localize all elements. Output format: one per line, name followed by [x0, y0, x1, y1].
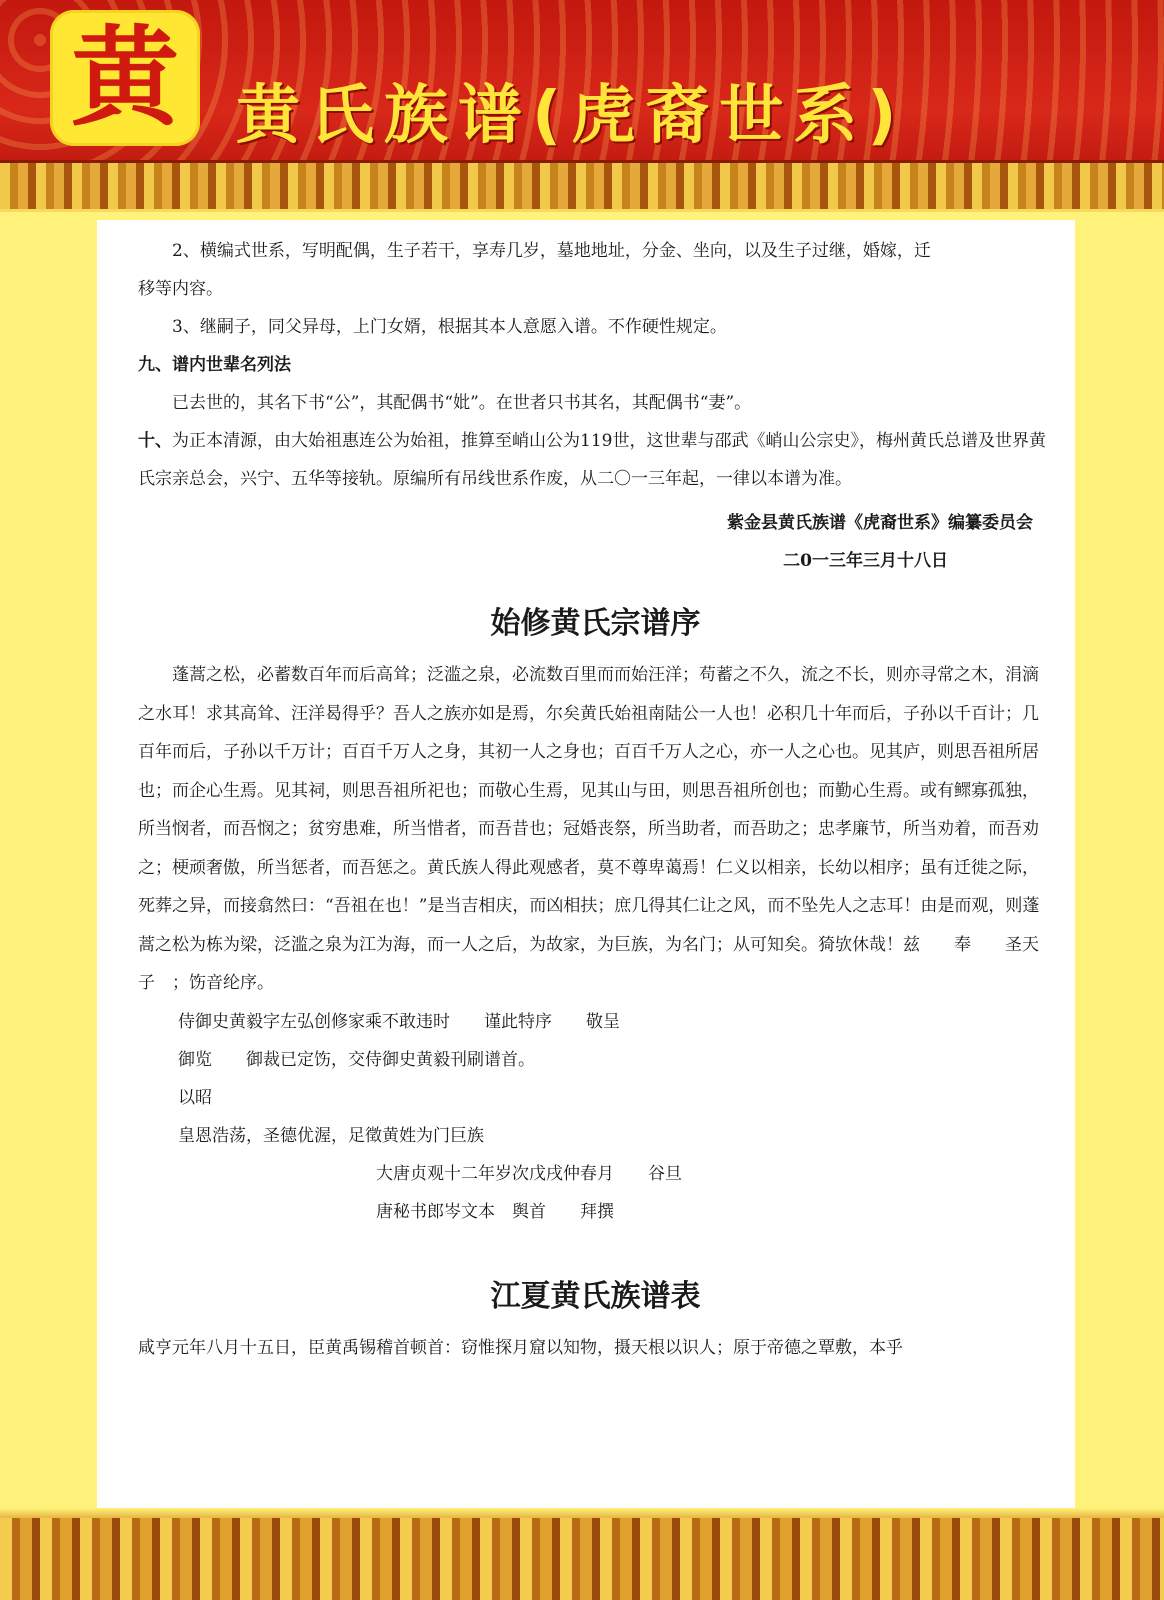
- preface-title: 始修黄氏宗谱序: [490, 606, 701, 641]
- document-body: [138, 232, 1053, 1367]
- heading-nine: 九、谱内世辈名列法: [138, 355, 291, 375]
- footer-band: [0, 1518, 1164, 1600]
- preface-line-f: 唐秘书郎岑文本 舆首 拜撰: [376, 1201, 614, 1222]
- family-logo: 黄: [50, 10, 200, 146]
- decorative-band: [0, 160, 1164, 212]
- item-ten-label: 十、: [138, 431, 172, 451]
- signature-org: 紫金县黄氏族谱《虎裔世系》编纂委员会: [727, 513, 1033, 533]
- preface-line-b: 御览 御裁已定饬，交侍御史黄毅刊刷谱首。: [178, 1049, 535, 1070]
- item3: 3、继嗣子，同父异母，上门女婿，根据其本人意愿入谱。不作硬性规定。: [172, 317, 727, 337]
- preface-line-c: 以昭: [178, 1087, 212, 1108]
- para-nine: 已去世的，其名下书“公”，其配偶书“妣”。在世者只书其名，其配偶书“妻”。: [172, 393, 752, 413]
- preface-line-e: 大唐贞观十二年岁次戊戌仲春月 谷旦: [376, 1163, 682, 1184]
- header-banner: [0, 0, 1164, 200]
- signature-date: 二0一三年三月十八日: [783, 551, 948, 571]
- banner-title: 黄氏族谱(虎裔世系): [236, 79, 907, 153]
- preface-line-a: 侍御史黄毅字左弘创修家乘不敢违时 谨此特序 敬呈: [178, 1011, 620, 1032]
- item-ten: [138, 422, 1053, 498]
- preface-body: 蓬蒿之松，必蓄数百年而后高耸；泛滥之泉，必流数百里而而始汪洋；苟蓄之不久，流之不长，则亦寻常之木，涓滴之水耳！求其高耸、汪洋曷得乎？吾人之族亦如是焉，尔矣黄氏始祖南陆公一人也！必积几十年而后，子孙以千百计；几百年而后，子孙以千万计；百百千万人之身，其初一人之身也；百百千万人之心，亦一人之心也。见其庐，则思吾祖所居也；而企心生焉。见其祠，则思吾祖所祀也；而敬心生焉，见其山与田，则思吾祖所创也；而勤心生焉。或有鳏寡孤独，所当悯者，而吾悯之；贫穷患难，所当惜者，而吾昔也；冠婚丧祭，所当助者，而吾助之；忠孝廉节，所当劝着，而吾劝之；梗顽奢傲，所当惩者，而吾惩之。黄氏族人得此观感者，莫不尊卑蔼焉！仁义以相亲，长幼以相序；虽有迁徙之际，死葬之异，而接翕然曰：“吾祖在也！”是当吉相庆，而凶相扶；庶几得其仁让之风，而不坠先人之志耳！由是而观，则蓬蒿之松为栋为梁，泛滥之泉为江为海，而一人之后，为故家，为巨族，为名门；从可知矣。猗欤休哉！兹 奉 圣天子 ；饬音纶序。: [138, 665, 1040, 993]
- preface-line-d: 皇恩浩荡，圣德优渥，足徵黄姓为门巨族: [178, 1125, 484, 1146]
- item-ten-text: 为正本清源，由大始祖惠连公为始祖，推算至峭山公为119世，这世辈与邵武《峭山公宗史》，梅州黄氏总谱及世界黄氏宗亲总会，兴宁、五华等接轨。原编所有吊线世系作废，从二〇一三年起，一律以本谱为准。: [138, 431, 1046, 489]
- table-section-title: 江夏黄氏族谱表: [490, 1278, 701, 1314]
- item2-line2: 移等内容。: [138, 279, 223, 299]
- table-section-first-line: 咸亨元年八月十五日，臣黄禹锡稽首顿首：窃惟探月窟以知物，摄天根以识人；原于帝德之覃敷，本乎: [138, 1337, 903, 1358]
- item2-line1: 2、横编式世系，写明配偶，生子若干，享寿几岁，墓地地址，分金、坐向，以及生子过继，婚嫁，迁: [172, 241, 931, 261]
